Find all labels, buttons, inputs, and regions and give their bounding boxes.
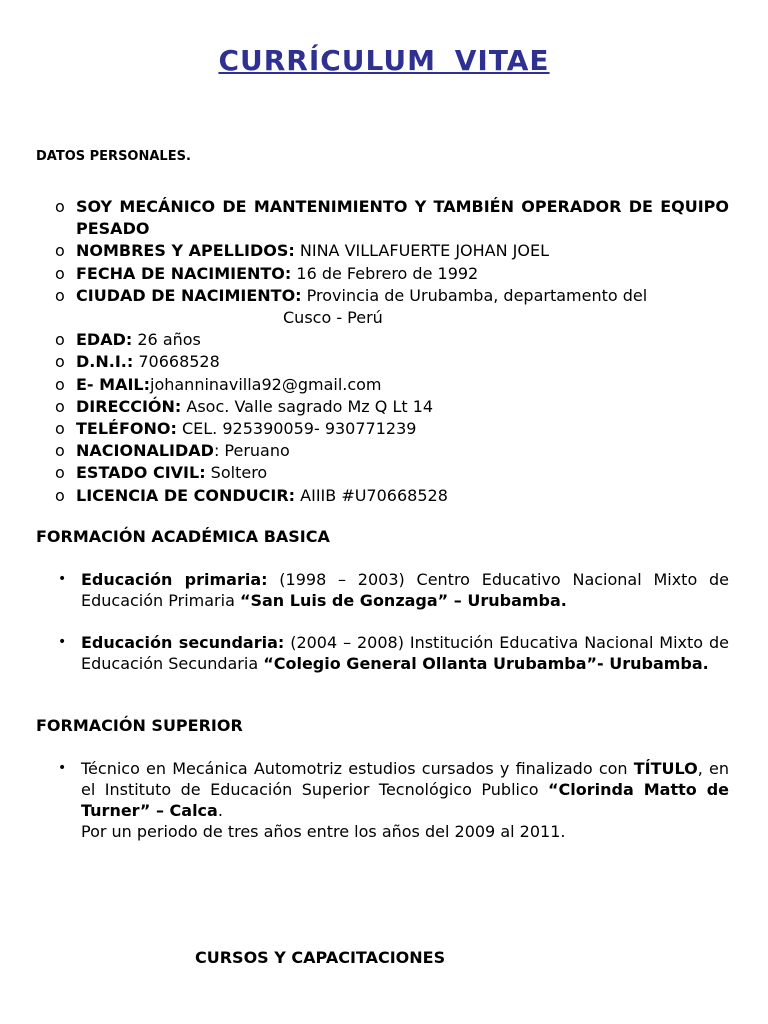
field-value: Provincia de Urubamba, departamento del — [301, 285, 648, 305]
field-value: AIIIB #U70668528 — [295, 485, 448, 505]
education-label: Educación secundaria: — [81, 633, 285, 652]
field-label: DIRECCIÓN: — [76, 396, 182, 416]
list-item — [58, 569, 729, 611]
education-basic-list — [58, 569, 729, 611]
list-item — [55, 329, 729, 351]
field-label: FECHA DE NACIMIENTO: — [76, 263, 292, 283]
higher-title: TÍTULO — [633, 759, 698, 778]
section-heading-formacion-basica: FORMACIÓN ACADÉMICA BASICA — [36, 527, 330, 546]
list-item — [58, 758, 729, 842]
list-item — [55, 263, 729, 285]
bullet-o-icon: o — [55, 330, 65, 350]
higher-text-3: . — [217, 801, 223, 820]
field-label: E- MAIL: — [76, 374, 150, 394]
higher-text-1: Técnico en Mecánica Automotriz estudios cursados y finalizado con — [81, 759, 634, 778]
field-label: NOMBRES Y APELLIDOS: — [76, 241, 295, 261]
field-label: CIUDAD DE NACIMIENTO: — [76, 285, 302, 305]
field-label: TELÉFONO: — [76, 419, 177, 439]
field-label: NACIONALIDAD — [76, 441, 214, 461]
section-heading-formacion-superior: FORMACIÓN SUPERIOR — [36, 716, 243, 735]
field-value: 16 de Febrero de 1992 — [291, 263, 479, 283]
list-item — [58, 632, 729, 674]
list-item — [55, 240, 729, 262]
list-item — [55, 396, 729, 418]
section-heading-datos-personales: DATOS PERSONALES. — [36, 149, 191, 164]
higher-institute: “Clorinda Matto de Turner” – Calca — [81, 780, 730, 820]
list-item — [55, 418, 729, 440]
personal-data-list — [55, 196, 729, 507]
section-heading-cursos: CURSOS Y CAPACITACIONES — [195, 948, 446, 967]
field-label: EDAD: — [76, 330, 133, 350]
education-label: Educación primaria: — [81, 570, 268, 589]
list-item — [55, 196, 729, 240]
education-school: “Colegio General Ollanta Urubamba”- Urubamba. — [263, 654, 709, 673]
bullet-o-icon: o — [55, 419, 65, 439]
higher-period: Por un periodo de tres años entre los años del 2009 al 2011. — [81, 822, 566, 841]
bullet-o-icon: o — [55, 241, 65, 261]
bullet-o-icon: o — [55, 285, 65, 305]
bullet-dot-icon: • — [58, 634, 67, 650]
field-label: LICENCIA DE CONDUCIR: — [76, 485, 296, 505]
list-item — [55, 462, 729, 484]
field-value: johanninavilla92@gmail.com — [150, 374, 382, 394]
education-text: (1998 – 2003) Centro Educativo Nacional Mixto de Educación Primaria — [81, 570, 730, 610]
field-value: NINA VILLAFUERTE JOHAN JOEL — [294, 241, 549, 261]
field-value: Asoc. Valle sagrado Mz Q Lt 14 — [181, 396, 434, 416]
field-value: Soltero — [205, 463, 268, 483]
intro-text: SOY MECÁNICO DE MANTENIMIENTO Y TAMBIÉN OPERADOR DE EQUIPO PESADO — [76, 197, 729, 239]
bullet-o-icon: o — [55, 374, 65, 394]
bullet-dot-icon: • — [58, 760, 67, 776]
list-item — [55, 351, 729, 373]
field-value: 26 años — [132, 330, 201, 350]
bullet-o-icon: o — [55, 396, 65, 416]
field-value-continued: Cusco - Perú — [283, 308, 383, 328]
education-higher-list — [58, 758, 729, 842]
education-text: (2004 – 2008) Institución Educativa Nacional Mixto de Educación Secundaria — [81, 633, 730, 673]
field-value: : Peruano — [213, 441, 290, 461]
bullet-o-icon: o — [55, 197, 65, 216]
list-item — [55, 485, 729, 507]
higher-text-2: , en el Instituto de Educación Superior Tecnológico Publico — [81, 759, 730, 799]
field-value: CEL. 925390059- 930771239 — [176, 419, 417, 439]
list-item — [55, 374, 729, 396]
field-label: ESTADO CIVIL: — [76, 463, 206, 483]
bullet-o-icon: o — [55, 463, 65, 483]
field-value: 70668528 — [133, 352, 220, 372]
list-item — [55, 285, 729, 329]
bullet-o-icon: o — [55, 441, 65, 461]
bullet-o-icon: o — [55, 352, 65, 372]
education-secondary-list — [58, 632, 729, 674]
field-label: D.N.I.: — [76, 352, 134, 372]
list-item — [55, 440, 729, 462]
education-school: “San Luis de Gonzaga” – Urubamba. — [239, 591, 567, 610]
bullet-dot-icon: • — [58, 571, 67, 587]
bullet-o-icon: o — [55, 263, 65, 283]
bullet-o-icon: o — [55, 485, 65, 505]
page-title: CURRÍCULUM VITAE — [218, 44, 550, 77]
